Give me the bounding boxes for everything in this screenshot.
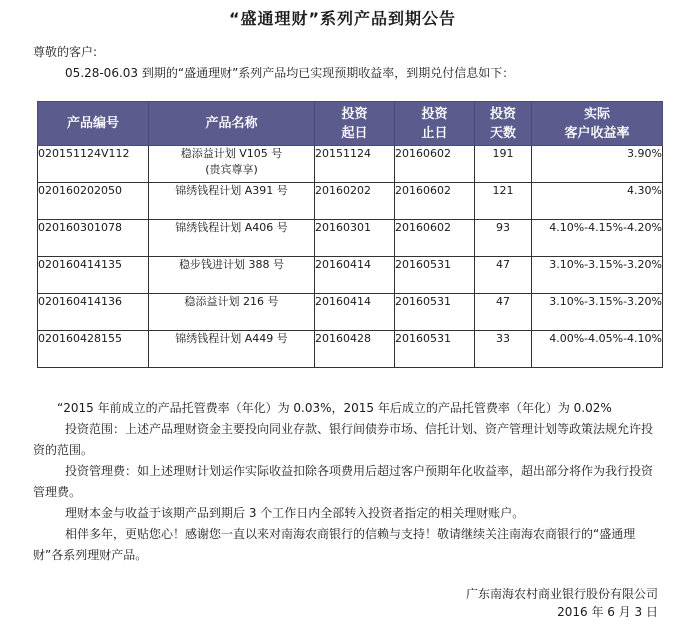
end-date: 20160531	[395, 294, 475, 331]
product-code: 020160414136	[38, 294, 149, 331]
header-product-code: 产品编号	[38, 102, 149, 146]
actual-yield: 4.00%-4.05%-4.10%	[532, 331, 663, 368]
table-row	[38, 146, 663, 183]
table-row	[38, 294, 663, 331]
start-date: 20160414	[315, 257, 395, 294]
investment-scope-note: 投资范围：上述产品理财资金主要投向同业存款、银行间债券市场、信托计划、资产管理计划等政策法规允许投资的范围。	[33, 422, 654, 457]
investment-days: 33	[475, 331, 532, 368]
intro-text: 05.28-06.03 到期的“盛通理财”系列产品均已实现预期收益率，到期兑付信息如下：	[65, 66, 515, 80]
investment-days: 47	[475, 257, 532, 294]
transfer-note: 理财本金与收益于该期产品到期后 3 个工作日内全部转入投资者指定的相关理财账户。	[65, 506, 525, 520]
product-code: 020160301078	[38, 220, 149, 257]
start-date: 20160202	[315, 183, 395, 220]
investment-days: 191	[475, 146, 532, 183]
investment-days: 93	[475, 220, 532, 257]
product-table	[37, 101, 663, 368]
end-date: 20160531	[395, 331, 475, 368]
product-name: 锦绣钱程计划 A391 号	[149, 183, 315, 220]
header-end-date: 投资 止日	[395, 102, 475, 146]
notice-title: “盛通理财”系列产品到期公告	[228, 9, 457, 28]
end-date: 20160602	[395, 146, 475, 183]
header-actual-yield: 实际 客户收益率	[532, 102, 663, 146]
end-date: 20160531	[395, 257, 475, 294]
product-code: 020160202050	[38, 183, 149, 220]
end-date: 20160602	[395, 220, 475, 257]
product-name: 稳添益计划 216 号	[149, 294, 315, 331]
product-code: 020160414135	[38, 257, 149, 294]
product-name: 锦绣钱程计划 A406 号	[149, 220, 315, 257]
investment-days: 121	[475, 183, 532, 220]
greeting: 尊敬的客户:	[33, 45, 98, 59]
table-row	[38, 257, 663, 294]
product-name: 锦绣钱程计划 A449 号	[149, 331, 315, 368]
header-product-name: 产品名称	[149, 102, 315, 146]
product-code: 020151124V112	[38, 146, 149, 183]
thanks-note: 相伴多年，更贴您心！感谢您一直以来对南海农商银行的信赖与支持！敬请继续关注南海农商银行的“盛通理财”各系列理财产品。	[33, 527, 636, 562]
table-row	[38, 220, 663, 257]
end-date: 20160602	[395, 183, 475, 220]
actual-yield: 4.30%	[532, 183, 663, 220]
signature-block	[466, 585, 658, 621]
product-name: 稳步钱进计划 388 号	[149, 257, 315, 294]
management-fee-note: 投资管理费：如上述理财计划运作实际收益扣除各项费用后超过客户预期年化收益率，超出部分将作为我行投资管理费。	[33, 464, 654, 499]
table-row	[38, 183, 663, 220]
start-date: 20160428	[315, 331, 395, 368]
start-date: 20160414	[315, 294, 395, 331]
investment-days: 47	[475, 294, 532, 331]
actual-yield: 3.10%-3.15%-3.20%	[532, 257, 663, 294]
start-date: 20151124	[315, 146, 395, 183]
issue-date: 2016 年 6 月 3 日	[557, 605, 658, 619]
product-code: 020160428155	[38, 331, 149, 368]
custody-fee-note: “2015 年前成立的产品托管费率（年化）为 0.03%，2015 年后成立的产品托管费率（年化）为 0.02%	[57, 401, 612, 415]
actual-yield: 3.90%	[532, 146, 663, 183]
actual-yield: 4.10%-4.15%-4.20%	[532, 220, 663, 257]
start-date: 20160301	[315, 220, 395, 257]
table-header-row	[38, 102, 663, 146]
product-name: 稳添益计划 V105 号 (贵宾尊享)	[149, 146, 315, 183]
actual-yield: 3.10%-3.15%-3.20%	[532, 294, 663, 331]
notes-section	[33, 398, 661, 566]
header-start-date: 投资 起日	[315, 102, 395, 146]
header-days: 投资 天数	[475, 102, 532, 146]
issuer-name: 广东南海农村商业银行股份有限公司	[465, 587, 658, 601]
table-row	[38, 331, 663, 368]
